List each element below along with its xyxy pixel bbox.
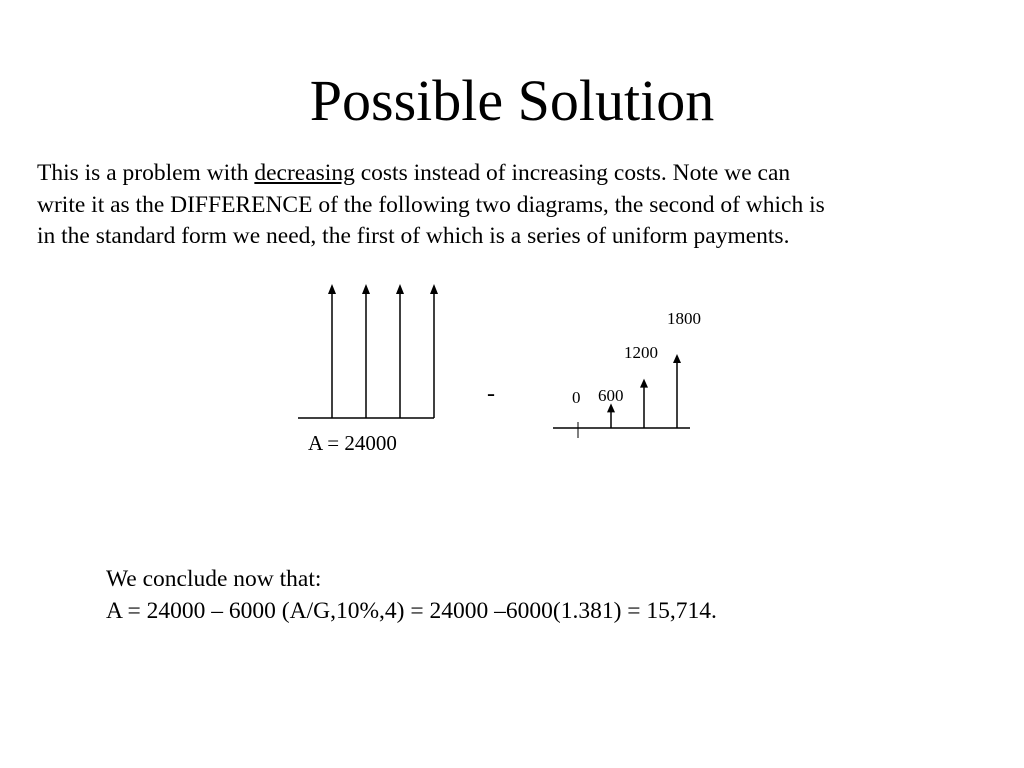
gradient-marks — [572, 309, 701, 428]
minus-sign: - — [487, 381, 495, 407]
conclusion-formula: A = 24000 – 6000 (A/G,10%,4) = 24000 –6000(1.381) = 15,714. — [106, 598, 717, 624]
gradient-series-diagram — [553, 309, 701, 438]
gradient-arrowhead — [673, 354, 681, 363]
slide-title: Possible Solution — [309, 68, 715, 133]
intro-emphasis: decreasing — [254, 160, 355, 186]
uniform-arrowhead — [328, 284, 336, 294]
intro-line-2: write it as the DIFFERENCE of the following two diagrams, the second of which is — [37, 191, 825, 218]
conclusion-intro: We conclude now that: — [106, 566, 322, 592]
uniform-arrowhead — [430, 284, 438, 294]
conclusion — [106, 563, 717, 627]
gradient-value-label: 600 — [598, 386, 624, 405]
uniform-series-diagram — [298, 284, 438, 455]
uniform-arrows — [328, 284, 438, 418]
gradient-arrowhead — [640, 379, 648, 388]
uniform-arrowhead — [396, 284, 404, 294]
gradient-value-label: 1800 — [667, 309, 701, 328]
gradient-value-label: 1200 — [624, 343, 658, 362]
intro-text-end: costs instead of increasing costs. Note we can — [354, 160, 791, 186]
gradient-value-label: 0 — [572, 388, 581, 407]
uniform-arrowhead — [362, 284, 370, 294]
intro-line-3: in the standard form we need, the first of which is a series of uniform payments. — [37, 223, 790, 249]
uniform-label: A = 24000 — [308, 431, 397, 455]
intro-text-start: This is a problem with — [37, 160, 255, 186]
